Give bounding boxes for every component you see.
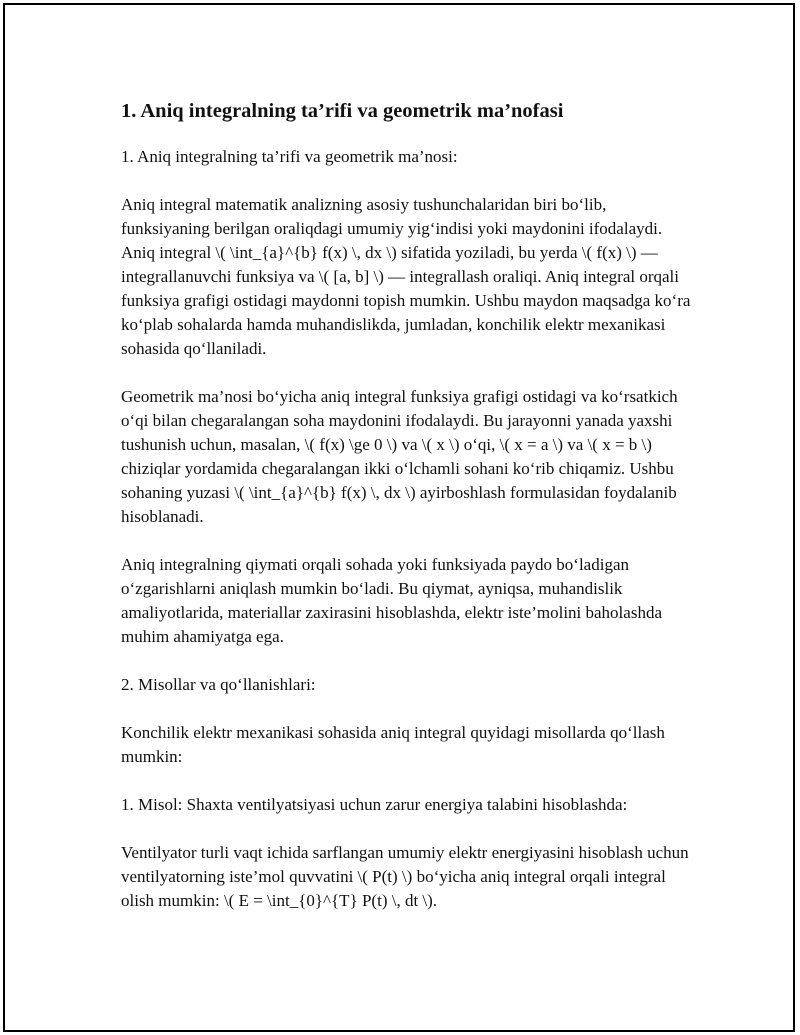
document-title: 1. Aniq integralning ta’rifi va geometrik ma’nofasi (121, 100, 564, 122)
heading-definition: 1. Aniq integralning ta’rifi va geometrik ma’nosi: (121, 147, 458, 166)
example-1-heading: 1. Misol: Shaxta ventilyatsiyasi uchun zarur energiya talabini hisoblashda: (121, 795, 628, 814)
paragraph-geometric-meaning: Geometrik ma’nosi bo‘yicha aniq integral funksiya grafigi ostidagi va ko‘rsatkich o‘qi bilan chegaralangan soha maydonini ifodalaydi. Bu jarayonni yanada yaxshi tushunish uchun, masalan, \( f(x) \ge 0 \) va \( x \) o‘qi, \( x = a \) va \( x = b \) chiziqlar yordamida chegaralangan ikki o‘lchamli sohani ko‘rib chiqamiz. Ushbu sohaning yuzasi \( \int_{a}^{b} f(x) \, dx \) ayirboshlash formulasidan foydalanib hisoblanadi. (121, 387, 678, 526)
paragraph-examples-intro: Konchilik elektr mexanikasi sohasida aniq integral quyidagi misollarda qo‘llash mumkin: (121, 723, 665, 766)
heading-examples: 2. Misollar va qo‘llanishlari: (121, 675, 316, 694)
paragraph-applications-value: Aniq integralning qiymati orqali sohada yoki funksiyada paydo bo‘ladigan o‘zgarishlarni aniqlash mumkin bo‘ladi. Bu qiymat, ayniqsa, muhandislik amaliyotlarida, materiallar zaxirasini hisoblashda, elektr iste’molini baholashda muhim ahamiyatga ega. (121, 555, 662, 646)
page-frame (3, 3, 795, 1032)
paragraph-definition: Aniq integral matematik analizning asosiy tushunchalaridan biri bo‘lib, funksiyaning berilgan oraliqdagi umumiy yig‘indisi yoki maydonini ifodalaydi. Aniq integral \( \int_{a}^{b} f(x) \, dx \) sifatida yoziladi, bu yerda \( f(x) \) — integrallanuvchi funksiya va \( [a, b] \) — integrallash oraliqi. Aniq integral orqali funksiya grafigi ostidagi maydonni topish mumkin. Ushbu maydon maqsadga ko‘ra ko‘plab sohalarda hamda muhandislikda, jumladan, konchilik elektr mexanikasi sohasida qo‘llaniladi. (121, 195, 691, 358)
document-body (121, 97, 696, 937)
example-1-text: Ventilyator turli vaqt ichida sarflangan umumiy elektr energiyasini hisoblash uchun ventilyatorning iste’mol quvvatini \( P(t) \) bo‘yicha aniq integral orqali integral olish mumkin: \( E = \int_{0}^{T} P(t) \, dt \). (121, 843, 689, 910)
